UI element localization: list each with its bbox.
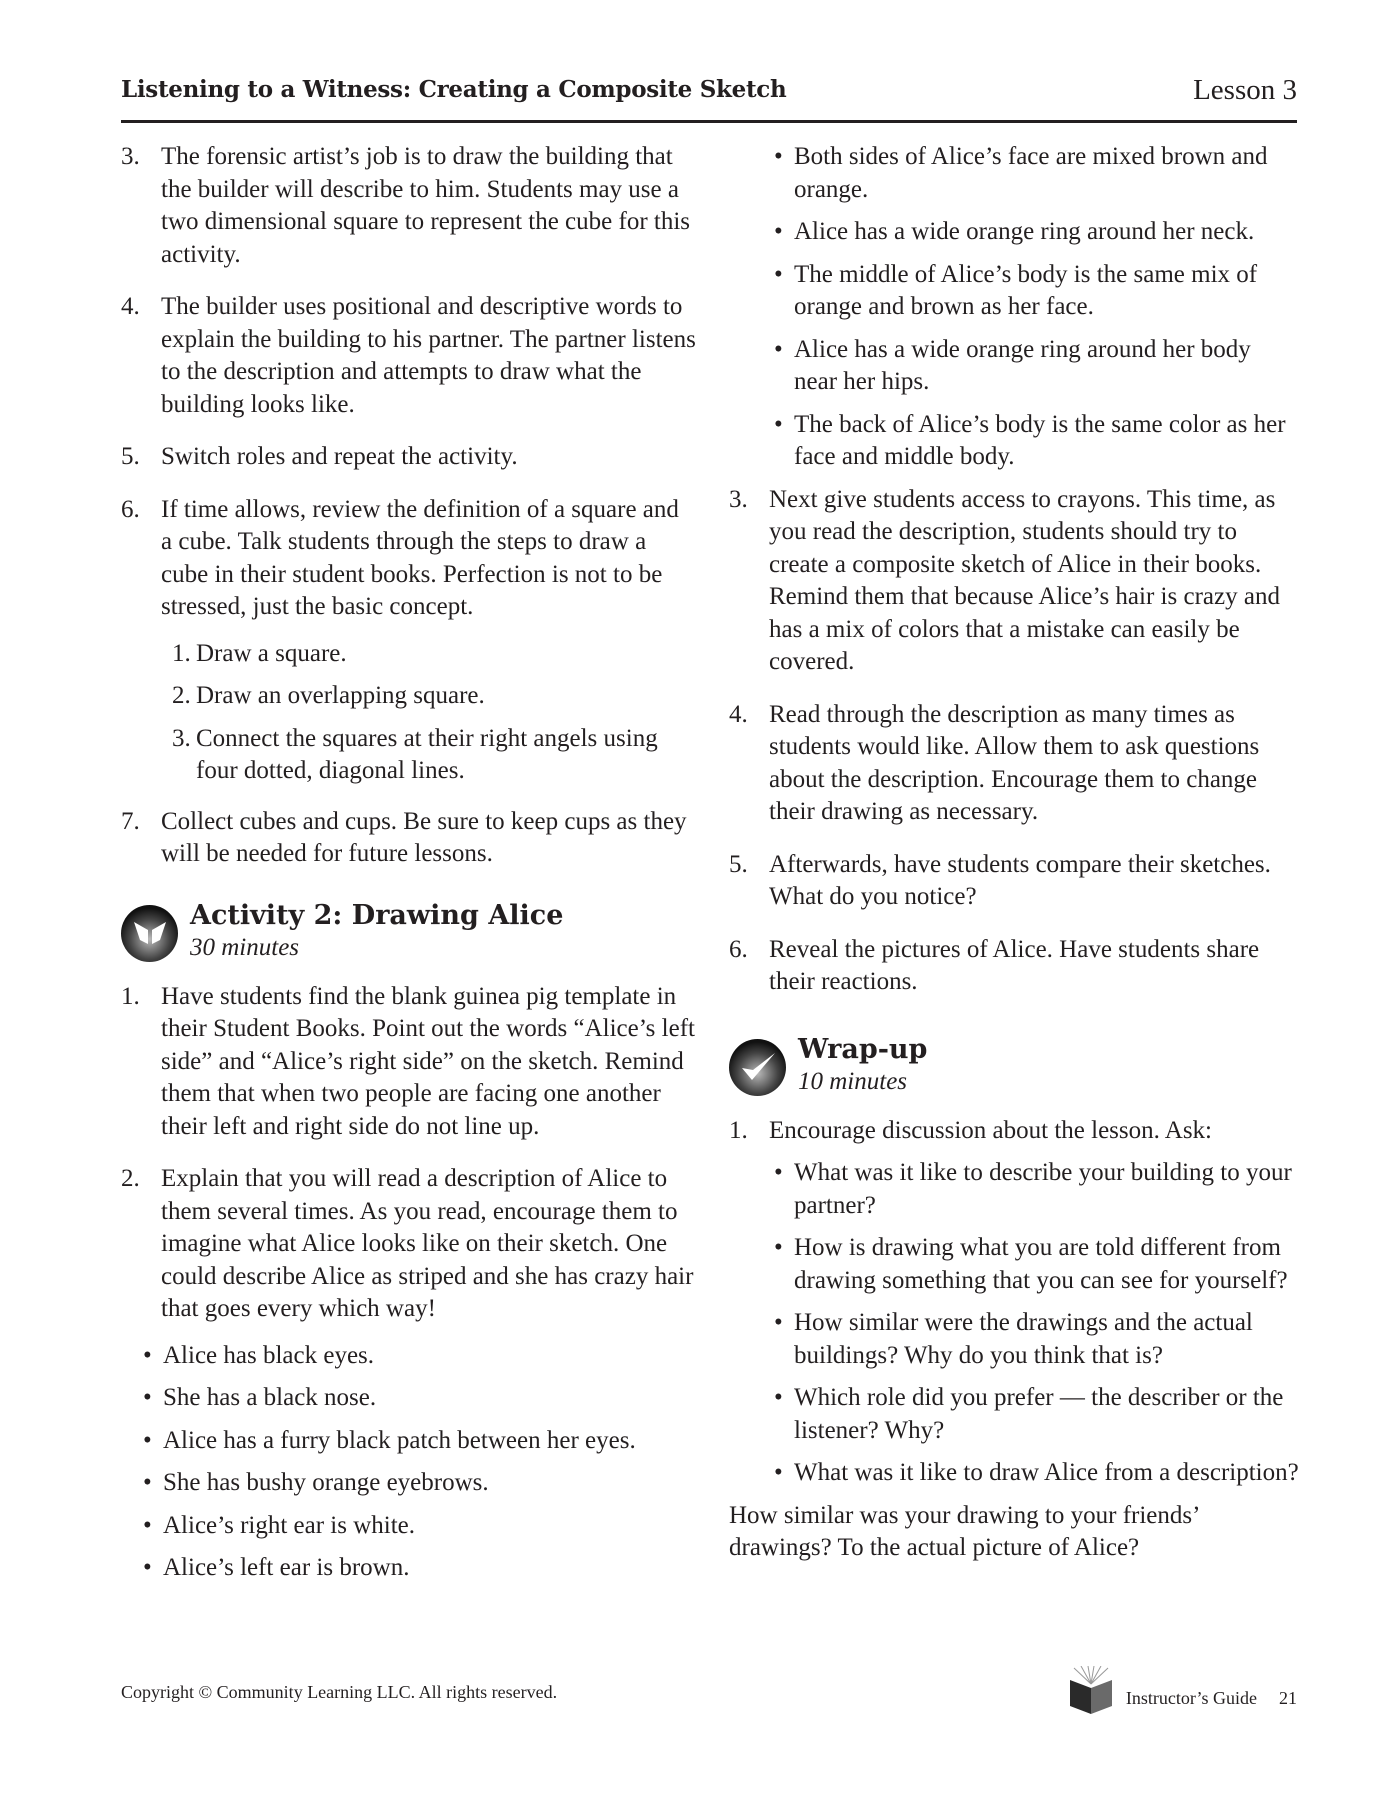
activity-duration: 30 minutes <box>190 933 300 961</box>
bullet-item <box>774 1232 1299 1297</box>
bullet-icon: • <box>143 1469 152 1496</box>
list-item <box>729 484 1299 679</box>
item-text: Read through the description as many times as students would like. Allow them to ask questions about the description. Encourage them to change their drawing as necessary. <box>769 700 1260 825</box>
bullet-icon: • <box>774 1234 783 1261</box>
list-item <box>121 1163 696 1326</box>
bullet-text: The middle of Alice’s body is the same mix of orange and brown as her face. <box>794 260 1258 320</box>
bullet-text: How is drawing what you are told different from drawing something that you can see for yourself? <box>794 1234 1288 1294</box>
list-item: 1. Encourage discussion about the lesson. Ask: <box>729 1116 1212 1144</box>
bullet-item <box>774 409 1299 474</box>
bullet-icon: • <box>774 410 783 438</box>
item-text: Afterwards, have students compare their sketches. What do you notice? <box>769 850 1271 910</box>
item-number: 4. <box>121 293 140 320</box>
step-item <box>172 638 696 671</box>
item-number: 3. <box>121 143 140 170</box>
item-text: Switch roles and repeat the activity. <box>161 443 518 470</box>
bullet-item <box>774 1157 1299 1222</box>
activity-2-heading <box>121 899 696 963</box>
step-text: Draw an overlapping square. <box>196 682 485 709</box>
bullet-item <box>774 334 1299 399</box>
bullet-item <box>774 141 1299 206</box>
list-item <box>121 141 696 271</box>
bullet-icon: • <box>774 143 783 170</box>
bullet-item <box>774 259 1299 324</box>
bullet-icon: • <box>143 1341 152 1369</box>
bullet-icon: • <box>143 1511 152 1539</box>
bullet-icon: • <box>774 1459 783 1486</box>
item-number: 3. <box>729 485 748 513</box>
wrap-up-duration: 10 minutes <box>798 1067 908 1095</box>
right-column <box>729 141 1299 1565</box>
item-text: If time allows, review the definition of a square and a cube. Talk students through the steps to draw a cube in their student books. Perfection is not to be stressed, just the basic concept. <box>161 495 679 620</box>
bullet-icon: • <box>774 1159 783 1186</box>
bullet-item <box>774 1457 1299 1490</box>
list-item <box>121 806 696 871</box>
bullet-text: Both sides of Alice’s face are mixed brown and orange. <box>794 143 1268 203</box>
item-text: Next give students access to crayons. This time, as you read the description, students should try to create a composite sketch of Alice in their books. Remind them that because Alice’s hair is crazy and has a mix of colors that a mistake can easily be covered. <box>769 485 1280 675</box>
bullet-text: She has bushy orange eyebrows. <box>163 1469 489 1496</box>
item-number: 5. <box>729 850 748 878</box>
step-item <box>172 723 696 788</box>
bullet-text: Alice has a wide orange ring around her body near her hips. <box>794 335 1251 395</box>
checkmark-icon <box>729 1039 786 1096</box>
page-number: 21 <box>1279 1687 1297 1708</box>
item-text: The builder uses positional and descriptive words to explain the building to his partner. The partner listens to the description and attempts to draw what the building looks like. <box>161 293 696 418</box>
list-item <box>121 291 696 421</box>
bullet-text: What was it like to draw Alice from a description? <box>794 1459 1299 1486</box>
item-number: 2. <box>121 1165 140 1192</box>
item-number: 1. <box>121 982 140 1010</box>
bullet-item <box>774 1382 1299 1447</box>
item-text: The forensic artist’s job is to draw the building that the builder will describe to him. Students may use a two dimensional square to represent the cube for this activity. <box>161 143 691 268</box>
bullet-text: Alice’s left ear is brown. <box>163 1554 410 1581</box>
bullet-item <box>143 1382 696 1415</box>
bullet-icon: • <box>774 218 783 245</box>
bullet-item <box>774 1307 1299 1372</box>
bullet-text: Alice has a wide orange ring around her neck. <box>794 218 1255 245</box>
list-item <box>729 849 1299 914</box>
item-text: Reveal the pictures of Alice. Have students share their reactions. <box>769 935 1260 995</box>
bullet-item <box>143 1552 696 1585</box>
step-number: 2. <box>172 682 191 709</box>
bullet-item <box>143 1510 696 1543</box>
bullet-item <box>774 216 1299 249</box>
bullet-item <box>143 1467 696 1500</box>
step-number: 3. <box>172 724 191 752</box>
bullet-item <box>143 1425 696 1458</box>
step-number: 1. <box>172 639 191 667</box>
bullet-text: The back of Alice’s body is the same color as her face and middle body. <box>794 410 1286 470</box>
bullet-icon: • <box>774 260 783 288</box>
item-number: 6. <box>729 935 748 963</box>
item-number: 7. <box>121 807 140 835</box>
bullet-icon: • <box>774 1309 783 1336</box>
bullet-item <box>143 1340 696 1373</box>
bullet-text: How similar were the drawings and the actual buildings? Why do you think that is? <box>794 1309 1253 1369</box>
item-text: Explain that you will read a description of Alice to them several times. As you read, encourage them to imagine what Alice looks like on their sketch. One could describe Alice as striped and she has crazy hair that goes every which way! <box>161 1165 694 1322</box>
bullet-text: Alice has black eyes. <box>163 1341 375 1369</box>
step-text: Draw a square. <box>196 639 347 667</box>
bullet-text: Alice has a furry black patch between her eyes. <box>163 1426 636 1454</box>
item-number: 6. <box>121 495 140 523</box>
wrap-up-heading <box>729 1033 1299 1097</box>
bullet-icon: • <box>774 335 783 363</box>
list-item <box>121 494 696 624</box>
item-number: 5. <box>121 443 140 470</box>
bullet-icon: • <box>143 1426 152 1454</box>
item-number: 4. <box>729 700 748 728</box>
list-item <box>729 934 1299 999</box>
copyright: Copyright © Community Learning LLC. All rights reserved. <box>121 1682 558 1702</box>
lesson-number: Lesson 3 <box>1193 74 1297 106</box>
bullet-text: She has a black nose. <box>163 1384 377 1411</box>
left-column <box>121 141 696 1595</box>
bullet-icon: • <box>143 1554 152 1581</box>
header-title: Listening to a Witness: Creating a Composite Sketch <box>121 76 787 103</box>
item-text: Have students find the blank guinea pig template in their Student Books. Point out the words “Alice’s left side” and “Alice’s right side” on the sketch. Remind them that when two people are facing one another their left and right side do not line up. <box>161 982 695 1140</box>
bullet-icon: • <box>143 1384 152 1411</box>
bullet-text: Alice’s right ear is white. <box>163 1511 416 1539</box>
page-header <box>121 72 1297 123</box>
step-item <box>172 680 696 713</box>
item-text: Collect cubes and cups. Be sure to keep cups as they will be needed for future lessons. <box>161 807 687 867</box>
list-item <box>121 981 696 1144</box>
bullet-text: Which role did you prefer — the describer or the listener? Why? <box>794 1384 1284 1444</box>
activity-title: Activity 2: Drawing Alice <box>190 899 564 931</box>
list-item <box>729 699 1299 829</box>
wrap-up-title: Wrap-up <box>798 1033 928 1065</box>
hands-icon <box>121 905 178 962</box>
bullet-text: What was it like to describe your building to your partner? <box>794 1159 1292 1219</box>
book-cube-logo-icon <box>1070 1666 1112 1714</box>
list-item <box>121 441 696 474</box>
closing-question: How similar was your drawing to your friends’ drawings? To the actual picture of Alice? <box>729 1501 1199 1561</box>
guide-name: Instructor’s Guide <box>1125 1687 1257 1708</box>
bullet-icon: • <box>774 1384 783 1411</box>
step-text: Connect the squares at their right angels using four dotted, diagonal lines. <box>196 724 658 784</box>
